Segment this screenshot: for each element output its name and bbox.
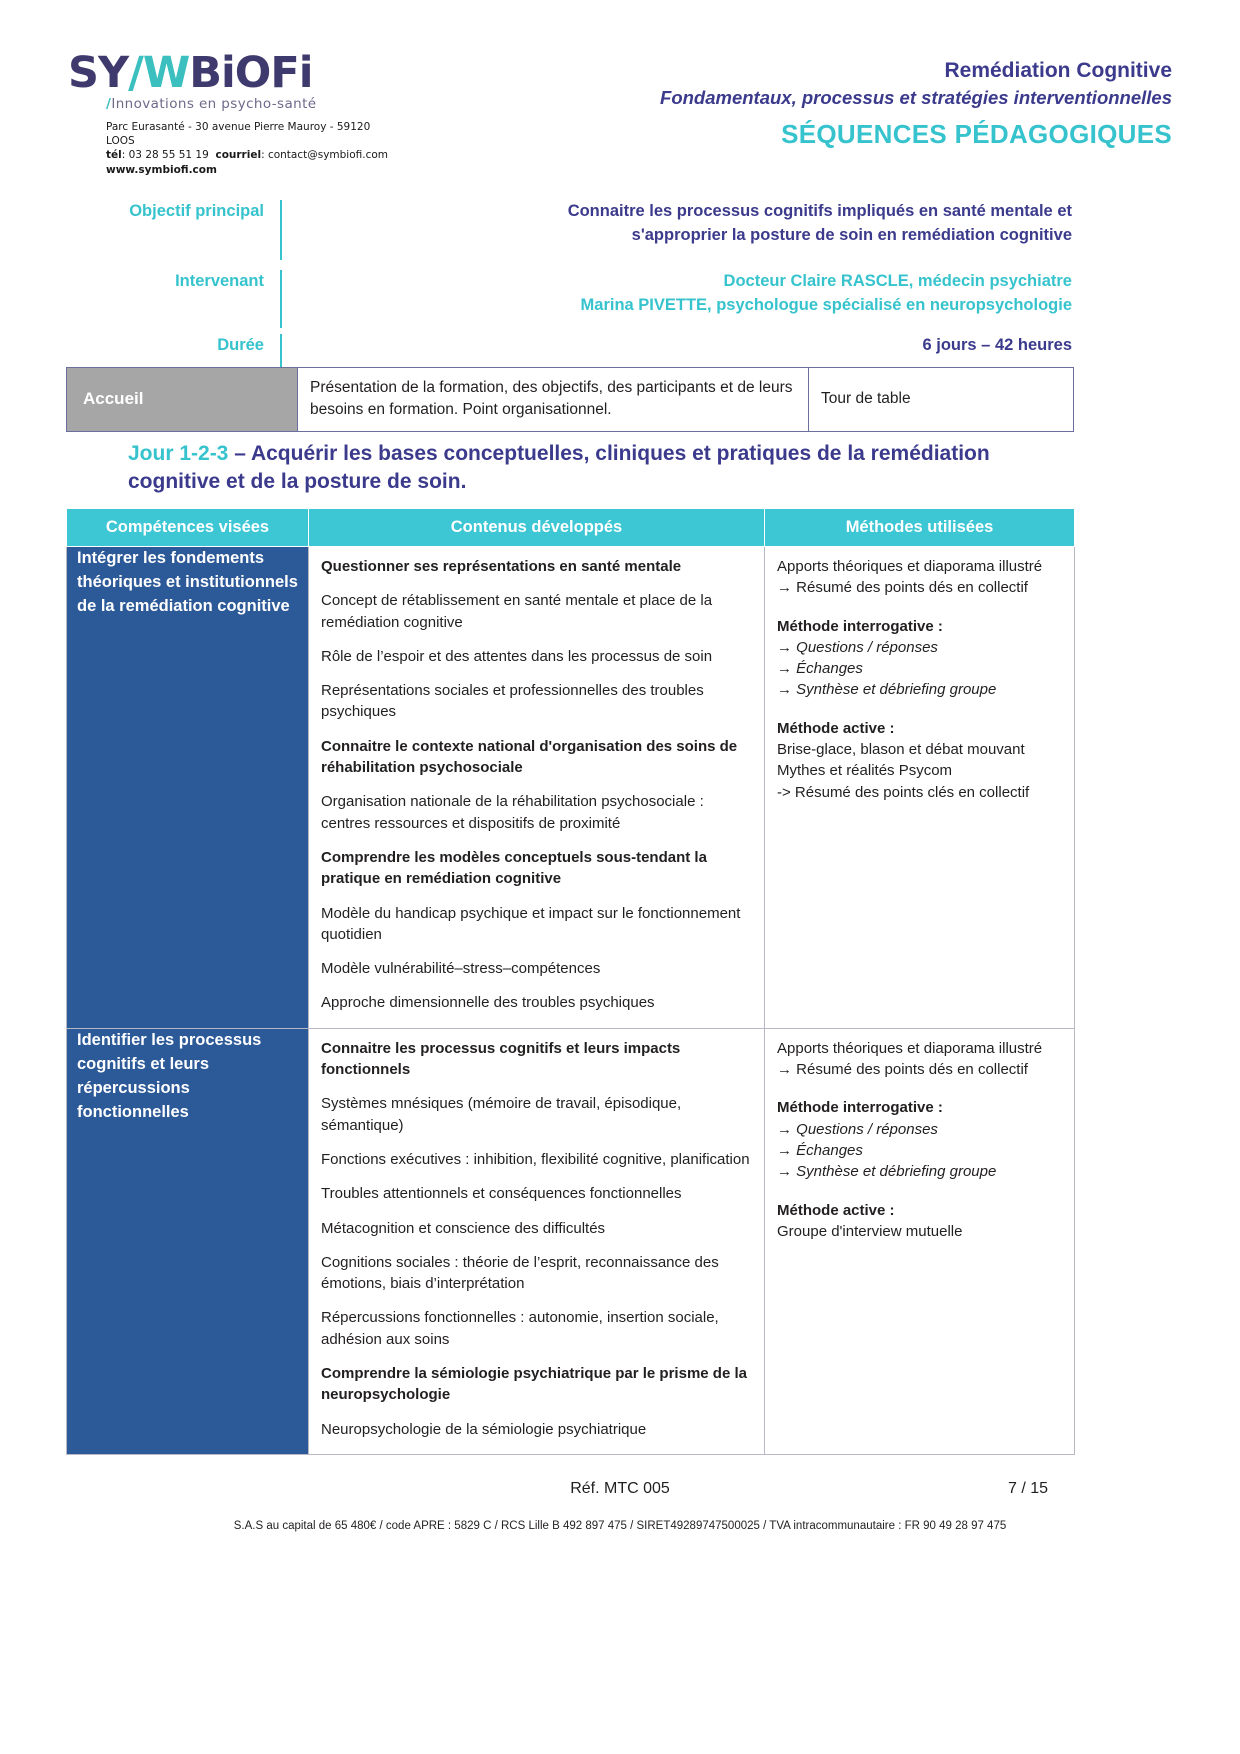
content-heading: Comprendre la sémiologie psychiatrique par le prisme de la neuropsychologie: [321, 1365, 747, 1404]
page-title: Remédiation Cognitive: [944, 59, 1172, 82]
tagline-bar-icon: /: [106, 96, 112, 112]
day-description: – Acquérir les bases conceptuelles, cliniques et pratiques de la remédiation cognitive et de la posture de soin.: [128, 442, 990, 494]
method-heading: Méthode active :: [777, 719, 895, 737]
objectif-label: Objectif principal: [129, 202, 264, 220]
content-heading: Questionner ses représentations en santé mentale: [321, 558, 682, 575]
tel-label: tél: [106, 149, 122, 162]
intervenant-value: [282, 270, 1072, 318]
method-block: [777, 1200, 1064, 1243]
method-line: → Questions / réponses: [777, 638, 938, 656]
competence-cell: Intégrer les fondements théoriques et institutionnels de la remédiation cognitive: [67, 547, 309, 1029]
content-item: Approche dimensionnelle des troubles psychiques: [321, 994, 655, 1012]
content-item: Modèle du handicap psychique et impact sur le fonctionnement quotidien: [321, 904, 741, 943]
column-header-competences: Compétences visées: [67, 509, 309, 547]
content-item: Systèmes mnésiques (mémoire de travail, épisodique, sémantique): [321, 1095, 682, 1134]
address-line-1: Parc Eurasanté - 30 avenue Pierre Mauroy - 59120 LOOS: [106, 121, 371, 148]
method-line: → Échanges: [777, 660, 863, 678]
company-address: [106, 120, 398, 177]
symbiofi-logo-block: [68, 48, 398, 177]
accueil-table: [66, 367, 1074, 432]
accueil-method-cell: Tour de table: [809, 368, 1074, 432]
methods-cell: [765, 547, 1075, 1029]
day-title: [128, 440, 1028, 497]
intervenant-label: Intervenant: [175, 272, 264, 290]
content-heading: Connaitre le contexte national d'organisation des soins de réhabilitation psychosociale: [321, 737, 738, 777]
method-line: Mythes et réalités Psycom: [777, 762, 953, 780]
document-title-block: [412, 58, 1172, 152]
table-row: [67, 547, 1075, 1029]
content-item: Neuropsychologie de la sémiologie psychiatrique: [321, 1420, 647, 1438]
email-value: : contact@symbiofi.com: [261, 149, 389, 162]
method-line: → Synthèse et débriefing groupe: [777, 1163, 997, 1181]
content-item: Fonctions exécutives : inhibition, flexibilité cognitive, planification: [321, 1150, 750, 1168]
objectif-value: [282, 200, 1072, 248]
content-item: Cognitions sociales : théorie de l’esprit, reconnaissance des émotions, biais d’interprétation: [321, 1253, 719, 1293]
contents-cell: [309, 547, 765, 1029]
method-line: → Résumé des points dés en collectif: [777, 579, 1028, 597]
methods-cell: [765, 1028, 1075, 1454]
column-header-contenus: Contenus développés: [309, 509, 765, 547]
method-heading: Méthode interrogative :: [777, 617, 943, 635]
content-item: Répercussions fonctionnelles : autonomie, insertion sociale, adhésion aux soins: [321, 1309, 719, 1348]
tel-value: : 03 28 55 51 19: [121, 149, 209, 162]
method-line: → Synthèse et débriefing groupe: [777, 681, 997, 699]
method-block: [777, 718, 1064, 803]
content-item: Troubles attentionnels et conséquences fonctionnelles: [321, 1185, 682, 1203]
accueil-description-cell: Présentation de la formation, des objectifs, des participants et de leurs besoins en formation. Point organisationnel.: [298, 368, 809, 432]
intervenant-line-1: Docteur Claire RASCLE, médecin psychiatre: [723, 272, 1072, 290]
pedagogical-sequence-table: [66, 508, 1075, 1455]
table-row: [67, 368, 1074, 432]
website-value: www.symbiofi.com: [106, 163, 217, 176]
method-block: [777, 556, 1064, 599]
column-header-methodes: Méthodes utilisées: [765, 509, 1075, 547]
page-subtitle: Fondamentaux, processus et stratégies interventionnelles: [660, 87, 1172, 109]
meta-row-intervenant: [68, 270, 1072, 328]
method-block: [777, 1038, 1064, 1081]
method-block: [777, 1097, 1064, 1182]
method-line: → Résumé des points dés en collectif: [777, 1061, 1028, 1079]
objectif-line-2: s'approprier la posture de soin en remédiation cognitive: [631, 225, 1072, 244]
logo-wordmark: [68, 48, 398, 98]
table-body: [67, 547, 1075, 1455]
address-line-3: [106, 163, 398, 177]
method-heading: Méthode active :: [777, 1201, 895, 1219]
method-line: Apports théoriques et diaporama illustré: [777, 1039, 1043, 1057]
table-row: [67, 1028, 1075, 1454]
footer-legal-text: S.A.S au capital de 65 480€ / code APRE : 5829 C / RCS Lille B 492 897 475 / SIRET49289747500025 / TVA intracommunautaire : FR 90 49 28 97 475: [233, 1520, 1007, 1532]
logo-text-biofi: BiOFi: [189, 48, 313, 98]
method-line: -> Résumé des points clés en collectif: [777, 783, 1030, 801]
meta-row-objectif: [68, 200, 1072, 260]
footer-page-number: 7 / 15: [1007, 1480, 1048, 1497]
content-item: Modèle vulnérabilité–stress–compétences: [321, 960, 601, 978]
course-meta: [68, 200, 1072, 374]
method-line: → Échanges: [777, 1141, 863, 1159]
content-heading: Connaitre les processus cognitifs et leurs impacts fonctionnels: [321, 1039, 681, 1079]
page-header: [0, 0, 1240, 190]
logo-wave-icon: /W: [128, 48, 190, 98]
tagline-text: Innovations en psycho-santé: [111, 96, 317, 112]
method-heading: Méthode interrogative :: [777, 1099, 943, 1117]
method-block: [777, 616, 1064, 701]
contents-cell: [309, 1028, 765, 1454]
content-item: Organisation nationale de la réhabilitation psychosociale : centres ressources et dispositifs de proximité: [321, 793, 704, 832]
section-title: SÉQUENCES PÉDAGOGIQUES: [781, 119, 1172, 150]
email-label: courriel: [215, 149, 262, 162]
method-line: Groupe d'interview mutuelle: [777, 1222, 963, 1240]
meta-row-duree: [68, 334, 1072, 368]
day-number: Jour 1-2-3: [128, 442, 229, 465]
method-line: Apports théoriques et diaporama illustré: [777, 558, 1043, 575]
address-line-2: [106, 148, 398, 162]
objectif-line-1: Connaitre les processus cognitifs impliqués en santé mentale et: [567, 202, 1072, 220]
method-line: Brise-glace, blason et débat mouvant: [777, 741, 1025, 759]
table-header-row: [67, 509, 1075, 547]
footer-reference: Réf. MTC 005: [570, 1480, 670, 1497]
logo-text-sy: SY: [68, 48, 129, 98]
accueil-label-cell: Accueil: [67, 368, 298, 432]
intervenant-line-2: Marina PIVETTE, psychologue spécialisé en neuropsychologie: [580, 295, 1072, 314]
logo-tagline: [106, 96, 398, 112]
content-item: Rôle de l’espoir et des attentes dans les processus de soin: [321, 647, 713, 665]
duree-label: Durée: [217, 336, 264, 354]
duree-value: 6 jours – 42 heures: [922, 336, 1072, 354]
content-item: Concept de rétablissement en santé mentale et place de la remédiation cognitive: [321, 592, 713, 631]
content-item: Représentations sociales et professionnelles des troubles psychiques: [321, 682, 704, 721]
content-heading: Comprendre les modèles conceptuels sous-tendant la pratique en remédiation cognitive: [321, 848, 707, 888]
competence-cell: Identifier les processus cognitifs et leurs répercussions fonctionnelles: [67, 1028, 309, 1454]
content-item: Métacognition et conscience des difficultés: [321, 1219, 606, 1237]
method-line: → Questions / réponses: [777, 1120, 938, 1138]
